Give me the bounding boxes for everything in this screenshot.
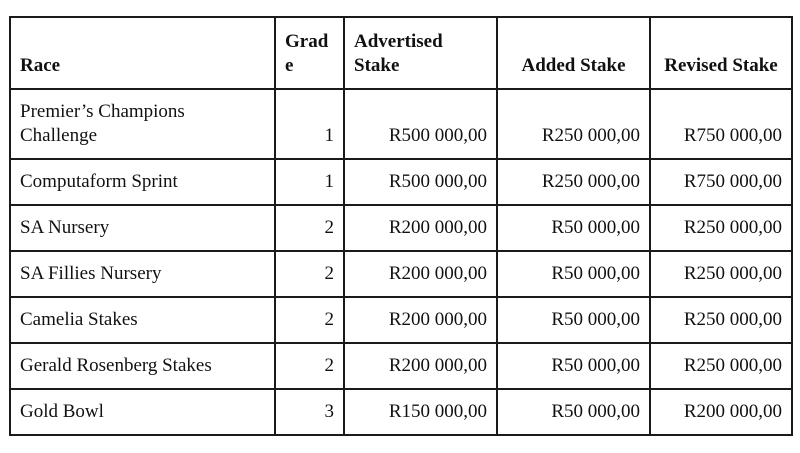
stakes-table (9, 16, 793, 436)
revised-stake: R250 000,00 (650, 205, 792, 251)
table-row (10, 343, 792, 389)
advertised-stake: R500 000,00 (344, 159, 497, 205)
table-row (10, 205, 792, 251)
advertised-stake: R150 000,00 (344, 389, 497, 435)
advertised-stake: R500 000,00 (344, 89, 497, 159)
race-grade: 3 (275, 389, 344, 435)
header-grade-label: Grade (285, 31, 329, 76)
table-row (10, 159, 792, 205)
race-grade: 2 (275, 297, 344, 343)
race-grade: 2 (275, 251, 344, 297)
added-stake: R50 000,00 (497, 205, 650, 251)
table-row (10, 297, 792, 343)
header-advertised-stake: Advertised Stake (344, 17, 497, 89)
race-name: SA Fillies Nursery (10, 251, 275, 297)
header-revised-stake: Revised Stake (650, 17, 792, 89)
race-grade: 1 (275, 89, 344, 159)
race-grade: 2 (275, 343, 344, 389)
added-stake: R50 000,00 (497, 389, 650, 435)
header-row (10, 17, 792, 89)
header-race: Race (10, 17, 275, 89)
added-stake: R50 000,00 (497, 343, 650, 389)
race-name: Camelia Stakes (10, 297, 275, 343)
advertised-stake: R200 000,00 (344, 251, 497, 297)
added-stake: R250 000,00 (497, 89, 650, 159)
advertised-stake: R200 000,00 (344, 205, 497, 251)
race-grade: 1 (275, 159, 344, 205)
header-added-stake: Added Stake (497, 17, 650, 89)
race-name: Computaform Sprint (10, 159, 275, 205)
table-row (10, 251, 792, 297)
race-name: SA Nursery (10, 205, 275, 251)
added-stake: R250 000,00 (497, 159, 650, 205)
race-name: Premier’s Champions Challenge (10, 89, 275, 159)
table-row (10, 389, 792, 435)
revised-stake: R750 000,00 (650, 159, 792, 205)
race-name: Gerald Rosenberg Stakes (10, 343, 275, 389)
added-stake: R50 000,00 (497, 297, 650, 343)
race-name: Gold Bowl (10, 389, 275, 435)
revised-stake: R250 000,00 (650, 297, 792, 343)
added-stake: R50 000,00 (497, 251, 650, 297)
advertised-stake: R200 000,00 (344, 297, 497, 343)
revised-stake: R750 000,00 (650, 89, 792, 159)
table-row (10, 89, 792, 159)
header-grade (275, 17, 344, 89)
revised-stake: R250 000,00 (650, 343, 792, 389)
race-grade: 2 (275, 205, 344, 251)
revised-stake: R200 000,00 (650, 389, 792, 435)
advertised-stake: R200 000,00 (344, 343, 497, 389)
revised-stake: R250 000,00 (650, 251, 792, 297)
